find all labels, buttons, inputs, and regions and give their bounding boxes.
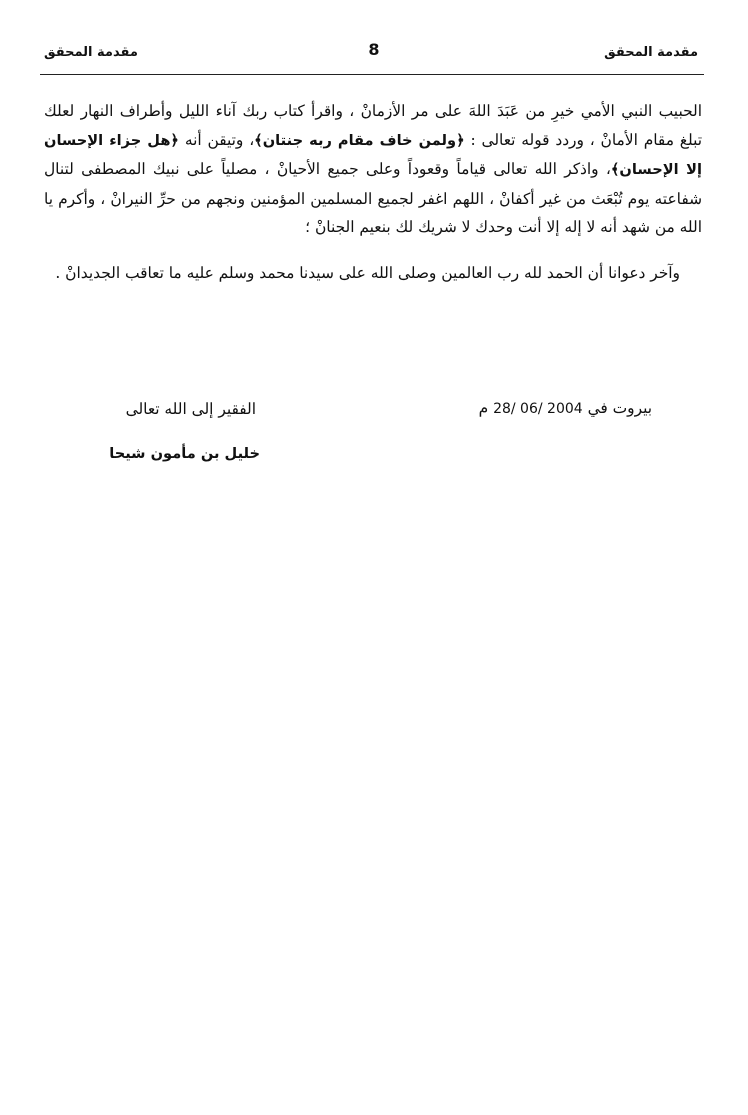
header-divider — [40, 74, 704, 75]
date-text: 28/ 06/ 2004 — [493, 401, 583, 417]
paragraph-text: الحبيب النبي الأمي خيرِ من عَبَدَ اللهَ على مر الأزمانْ ، واقرأ كتاب ربك آناء الليل وأطراف النهار لعلك تبلغ مقام الأمانْ ، وردد قوله تعالى : — [44, 102, 702, 149]
main-text — [44, 97, 702, 288]
paragraph-text: ، واذكر الله تعالى قياماً وقعوداً وعلى جميع الأحيانْ ، مصلياً على نبيك المصطفى لتنال شفاعته يوم تُبْعَث من غير أكفانْ ، اللهم اغفر لجميع المسلمين المؤمنين ونجهم من حرِّ النيرانْ ، وأكرم يا الله من شهد أنه لا إله إلا أنت وحدك لا شريك لك بنعيم الجنانْ ؛ — [44, 160, 702, 237]
signature-name: خليل بن مأمون شيحا — [109, 445, 260, 462]
place-text: بيروت في — [587, 399, 652, 417]
signature-title: الفقير إلى الله تعالى — [125, 400, 256, 418]
date-suffix: م — [478, 399, 489, 417]
running-header-left: مقدمة المحقق — [44, 45, 138, 60]
quran-quote: ﴿هل جزاء الإحسان إلا الإحسان﴾ — [44, 131, 702, 179]
paragraph-text: ، وتيقن أنه — [179, 130, 255, 149]
signature-place-date — [479, 398, 652, 419]
paragraph-closing-prayer — [44, 97, 702, 242]
paragraph-final-praise: وآخر دعوانا أن الحمد لله رب العالمين وصلى الله على سيدنا محمد وسلم عليه ما تعاقب الجديدانْ . — [55, 263, 680, 282]
page-number: 8 — [368, 40, 380, 59]
quran-quote: ﴿ولمن خاف مقام ربه جنتان﴾ — [254, 131, 465, 149]
running-header-right: مقدمة المحقق — [604, 45, 698, 60]
